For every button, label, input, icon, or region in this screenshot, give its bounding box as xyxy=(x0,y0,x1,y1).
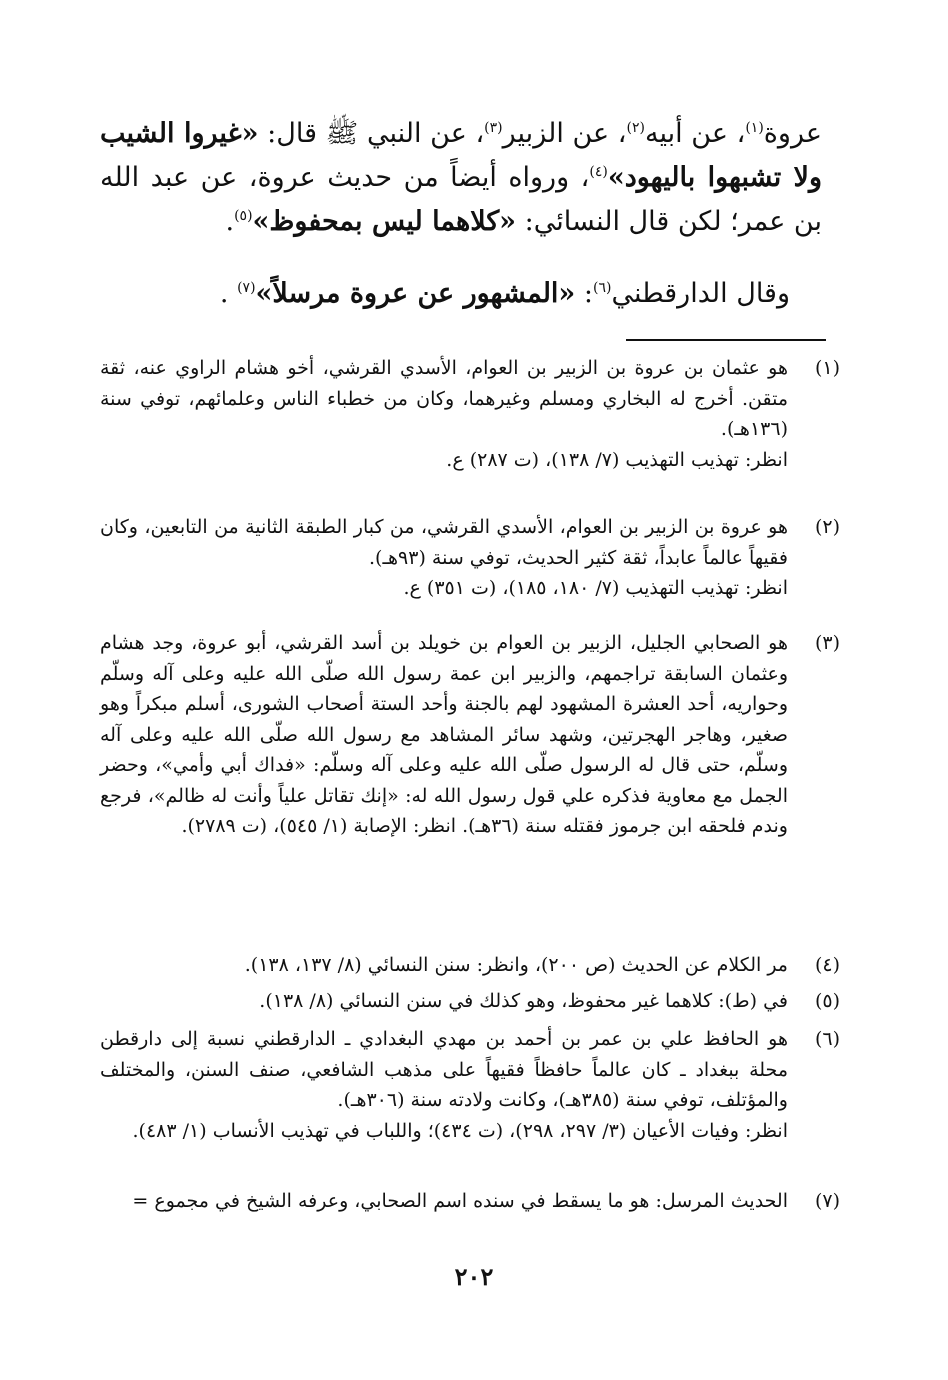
footnote-number: (٥) xyxy=(814,990,840,1012)
footnote-text: في (ط): كلاهما غير محفوظ، وهو كذلك في سنن النسائي (٨/ ١٣٨). xyxy=(259,990,788,1012)
footnote-number: (٦) xyxy=(814,1028,840,1050)
main-paragraph-1 xyxy=(100,112,822,244)
text-run: : xyxy=(575,278,593,309)
footnote-5 xyxy=(100,986,840,1017)
footnote-1 xyxy=(100,353,840,475)
main-text xyxy=(100,112,822,244)
footnote-reference: انظر: تهذيب التهذيب (٧/ ١٣٨)، (ت ٢٨٧) ع. xyxy=(446,448,788,471)
footnote-4 xyxy=(100,950,840,981)
footnote-7 xyxy=(100,1186,840,1217)
footnote-ref: (٢) xyxy=(626,120,645,136)
footnote-number: (٣) xyxy=(814,632,840,654)
text-run: وقال الدارقطني xyxy=(611,278,790,309)
footnote-reference: انظر: وفيات الأعيان (٣/ ٢٩٧، ٢٩٨)، (ت ٤٣٤)؛ واللباب في تهذيب الأنساب (١/ ٤٨٣). xyxy=(132,1119,788,1142)
text-run: ، عن الزبير xyxy=(502,118,627,149)
footnote-number: (٢) xyxy=(814,516,840,538)
footnote-reference: انظر: تهذيب التهذيب (٧/ ١٨٠، ١٨٥)، (ت ٣٥١) ع. xyxy=(403,577,788,599)
footnote-number: (٧) xyxy=(814,1190,840,1212)
footnote-6 xyxy=(100,1024,840,1146)
footnote-number: (١) xyxy=(814,357,840,379)
quote-nasai: «كلاهما ليس بمحفوظ» xyxy=(252,206,517,237)
footnote-text: هو عثمان بن عروة بن الزبير بن العوام، الأسدي القرشي، أخو هشام الراوي عنه، ثقة متقن. أخرج له البخاري ومسلم وغيرهما، وكان من خطباء الناس وعلمائهم، توفي سنة (١٣٦هـ). xyxy=(100,357,788,440)
footnote-ref: (٥) xyxy=(234,208,253,224)
quote-daraqutni: «المشهور عن عروة مرسلاً» xyxy=(255,278,576,309)
text-run: ، ورواه أيضاً من حديث عروة، عن عبد الله بن عمر؛ لكن قال النسائي: xyxy=(100,162,822,237)
footnote-3 xyxy=(100,628,840,842)
page-number: ٢٠٢ xyxy=(454,1262,494,1291)
main-paragraph-2 xyxy=(100,272,790,316)
footnote-separator xyxy=(626,339,826,341)
text-run: . xyxy=(219,278,238,309)
hadith-quote: «غيروا الشيب ولا تشبهوا باليهود» xyxy=(100,118,822,193)
text-run: ، عن النبي ﷺ قال: xyxy=(258,118,485,149)
footnote-ref: (١) xyxy=(745,120,764,136)
footnote-text: هو الصحابي الجليل، الزبير بن العوام بن خويلد بن أسد القرشي، أبو عروة، وجد هشام وعثمان السابقة تراجمهم، والزبير ابن عمة رسول الله صلّى الله عليه وعلى آله وسلّم وحواريه، أحد العشرة المشهود لهم بالجنة وأحد الستة أصحاب الشورى، أسلم مبكراً وهو صغير، وهاجر الهجرتين، وشهد سائر المشاهد مع رسول الله صلّى الله عليه وعلى آله وسلّم، حتى قال له الرسول صلّى الله عليه وعلى آله وسلّم: «فداك أبي وأمي»، وحضر الجمل مع معاوية فذكره علي قول رسول الله له: «إنك تقاتل علياً وأنت له ظالم»، فرجع وندم فلحقه ابن جرموز فقتله سنة (٣٦هـ). انظر: الإصابة (١/ ٥٤٥)، (ت ٢٧٨٩). xyxy=(100,632,788,837)
footnote-number: (٤) xyxy=(814,954,840,976)
footnote-ref: (٦) xyxy=(593,280,612,296)
footnote-2 xyxy=(100,512,840,604)
text-run: ، عن أبيه xyxy=(644,118,746,149)
footnote-text: هو الحافظ علي بن عمر بن أحمد بن مهدي البغدادي ـ الدارقطني نسبة إلى دارقطن محلة ببغداد ـ كان عالماً حافظاً فقيهاً على مذهب الشافعي، صنف السنن، والمختلف والمؤتلف، توفي سنة (٣٨٥هـ)، وكانت ولادته سنة (٣٠٦هـ). xyxy=(100,1028,788,1111)
footnote-text: هو عروة بن الزبير بن العوام، الأسدي القرشي، من كبار الطبقة الثانية من التابعين، وكان فقيهاً عالماً عابداً، ثقة كثير الحديث، توفي سنة (٩٣هـ). xyxy=(100,516,788,569)
footnote-text: مر الكلام عن الحديث (ص ٢٠٠)، وانظر: سنن النسائي (٨/ ١٣٧، ١٣٨). xyxy=(244,954,788,976)
footnote-text: الحديث المرسل: هو ما يسقط في سنده اسم الصحابي، وعرفه الشيخ في مجموع = xyxy=(132,1190,788,1212)
footnote-ref: (٤) xyxy=(589,164,608,180)
footnote-ref: (٧) xyxy=(237,280,256,296)
main-text-2 xyxy=(100,272,790,316)
text-run: عروة xyxy=(763,118,822,149)
text-run: . xyxy=(225,206,235,237)
footnote-ref: (٣) xyxy=(484,120,503,136)
